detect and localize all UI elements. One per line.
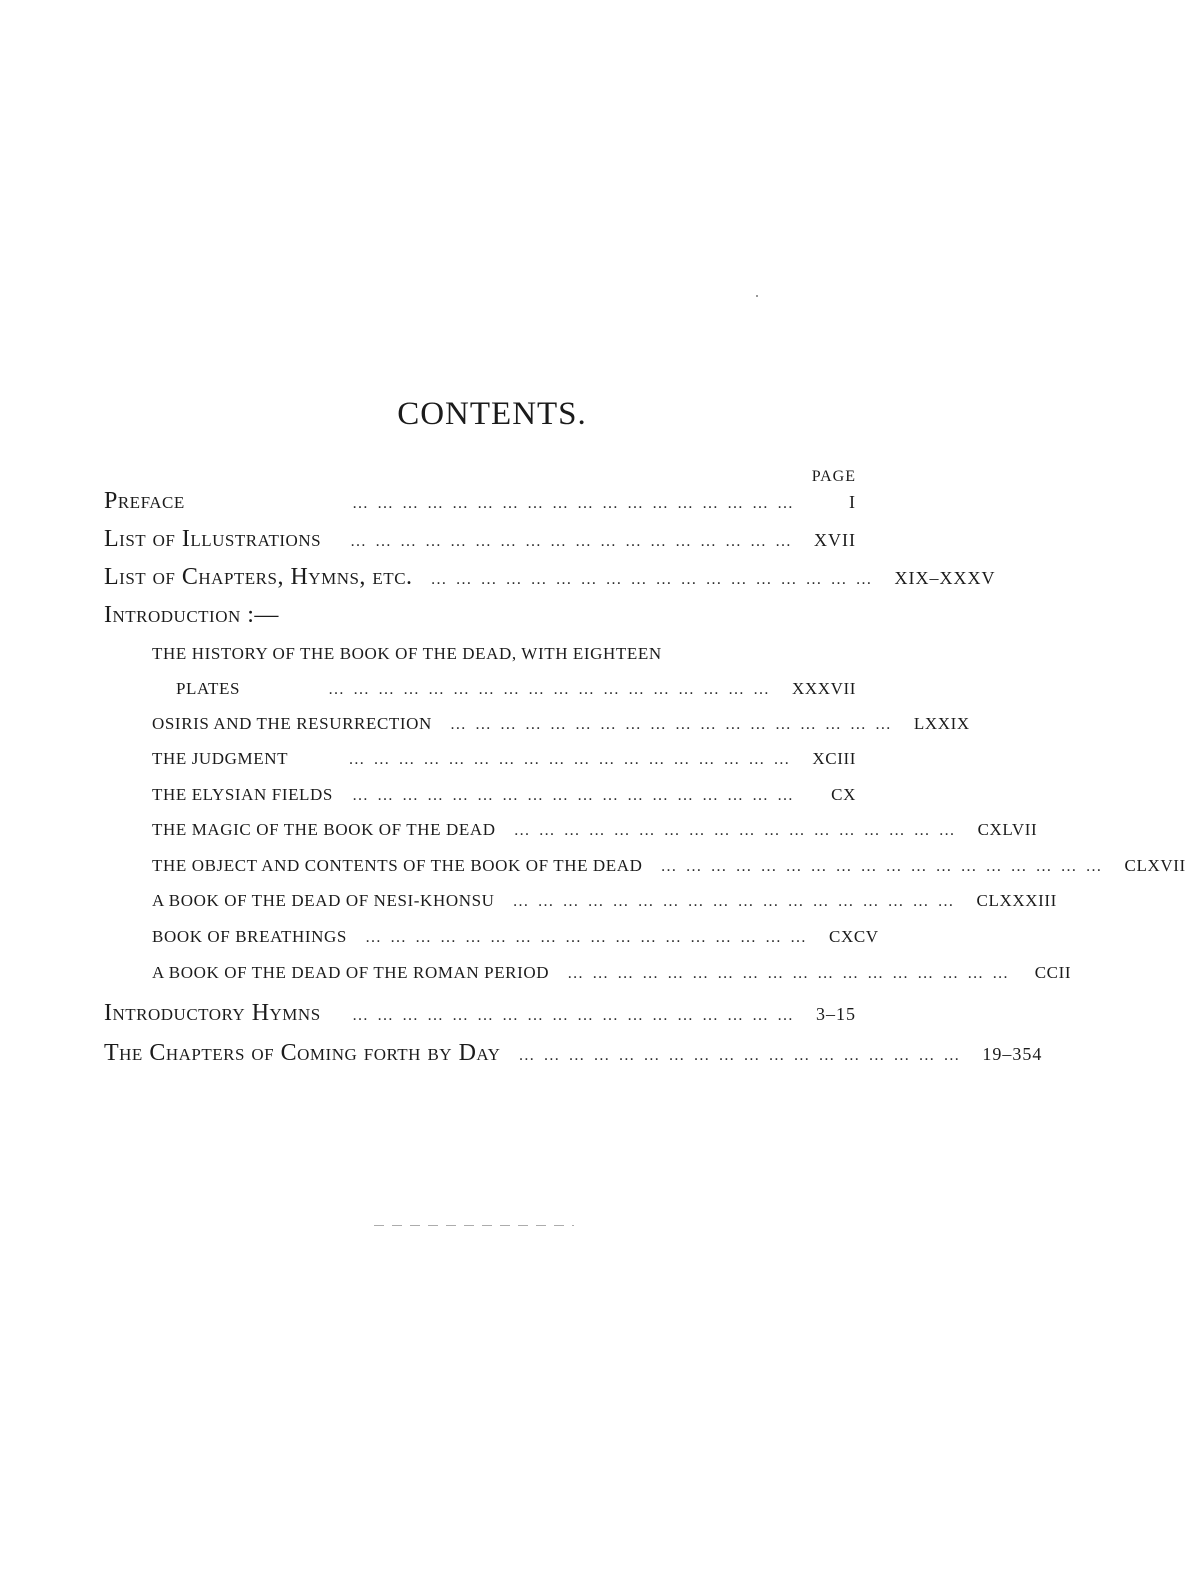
page-speck bbox=[756, 295, 758, 297]
toc-entry-introductory-hymns bbox=[104, 1000, 856, 1027]
toc-entry-page: XVII bbox=[814, 530, 856, 550]
toc-subentry-magic bbox=[152, 820, 1038, 840]
toc-entry-page: XIX–XXXV bbox=[894, 568, 996, 588]
toc-subentry-page: XCIII bbox=[812, 749, 856, 768]
toc-subentry-history bbox=[152, 644, 856, 664]
toc-entry-label: List of Chapters, Hymns, etc. bbox=[104, 564, 413, 590]
toc-subentry-page: CX bbox=[831, 785, 856, 804]
toc-subentry-label: A BOOK OF THE DEAD OF THE ROMAN PERIOD bbox=[152, 963, 550, 982]
leader-dots: ……………………………………………… bbox=[430, 571, 881, 588]
toc-subentry-page: CXLVII bbox=[977, 820, 1038, 839]
decorative-rule bbox=[374, 1225, 574, 1226]
leader-dots: ……………………………………………… bbox=[350, 533, 800, 550]
leader-dots: ……………………………………………… bbox=[513, 822, 964, 839]
toc-subentry-roman-period bbox=[152, 963, 1072, 983]
toc-entry-page: 19–354 bbox=[982, 1044, 1043, 1064]
toc-entry-page: I bbox=[849, 492, 856, 512]
leader-dots: ……………………………………………… bbox=[352, 495, 802, 512]
toc-subentry-label: THE OBJECT AND CONTENTS OF THE BOOK OF THE DEAD bbox=[152, 856, 643, 875]
toc-subentry-osiris bbox=[152, 714, 970, 734]
leader-dots: ……………………………………………… bbox=[352, 1007, 802, 1024]
toc-subentry-page: CLXXXIII bbox=[976, 891, 1057, 910]
page-column-label: PAGE bbox=[811, 468, 856, 485]
toc-entry-label: Introductory Hymns bbox=[104, 1000, 321, 1026]
toc-entry-label: Introduction :— bbox=[104, 602, 279, 628]
leader-dots: ……………………………………………… bbox=[567, 965, 1018, 982]
leader-dots: ……………………………………………… bbox=[518, 1047, 969, 1064]
toc-subentry-elysian-fields bbox=[152, 785, 856, 805]
toc-subentry-page: XXXVII bbox=[791, 679, 856, 698]
toc-subentry-label: BOOK OF BREATHINGS bbox=[152, 927, 347, 946]
toc-entry-page: 3–15 bbox=[816, 1004, 856, 1024]
toc-subentry-breathings bbox=[152, 927, 879, 947]
toc-entry-introduction bbox=[104, 602, 856, 629]
toc-entry-list-of-illustrations bbox=[104, 526, 856, 553]
toc-subentry-label: THE MAGIC OF THE BOOK OF THE DEAD bbox=[152, 820, 496, 839]
toc-subentry-plates bbox=[176, 679, 856, 699]
toc-entry-preface bbox=[104, 488, 856, 515]
toc-subentry-label: THE JUDGMENT bbox=[152, 749, 289, 768]
toc-subentry-label: PLATES bbox=[176, 679, 241, 698]
toc-subentry-object-and-contents bbox=[152, 856, 1186, 876]
contents-heading: CONTENTS. bbox=[397, 396, 587, 432]
toc-subentry-page: CCII bbox=[1034, 963, 1072, 982]
leader-dots: ……………………………………………… bbox=[449, 716, 900, 733]
toc-subentry-label: OSIRIS AND THE RESURRECTION bbox=[152, 714, 432, 733]
toc-entry-chapters-of-coming-forth bbox=[104, 1040, 1043, 1067]
toc-subentry-label: THE HISTORY OF THE BOOK OF THE DEAD, WITH EIGHTEEN bbox=[152, 644, 662, 663]
toc-entry-label: List of Illustrations bbox=[104, 526, 322, 552]
toc-subentry-label: THE ELYSIAN FIELDS bbox=[152, 785, 333, 804]
leader-dots: ……………………………………………… bbox=[660, 858, 1111, 875]
toc-subentry-page: CXCV bbox=[829, 927, 879, 946]
toc-subentry-page: LXXIX bbox=[913, 714, 970, 733]
toc-entry-list-of-chapters bbox=[104, 564, 996, 591]
toc-entry-label: The Chapters of Coming forth by Day bbox=[104, 1040, 501, 1066]
leader-dots: ……………………………………………… bbox=[327, 681, 778, 698]
toc-entry-label: Preface bbox=[104, 488, 185, 514]
toc-subentry-page: CLXVII bbox=[1124, 856, 1186, 875]
toc-subentry-judgment bbox=[152, 749, 856, 769]
toc-subentry-nesi-khonsu bbox=[152, 891, 1057, 911]
leader-dots: ……………………………………………… bbox=[512, 893, 963, 910]
leader-dots: ……………………………………………… bbox=[348, 751, 799, 768]
leader-dots: ……………………………………………… bbox=[352, 787, 802, 804]
toc-subentry-label: A BOOK OF THE DEAD OF NESI-KHONSU bbox=[152, 891, 495, 910]
leader-dots: ……………………………………………… bbox=[365, 929, 815, 946]
